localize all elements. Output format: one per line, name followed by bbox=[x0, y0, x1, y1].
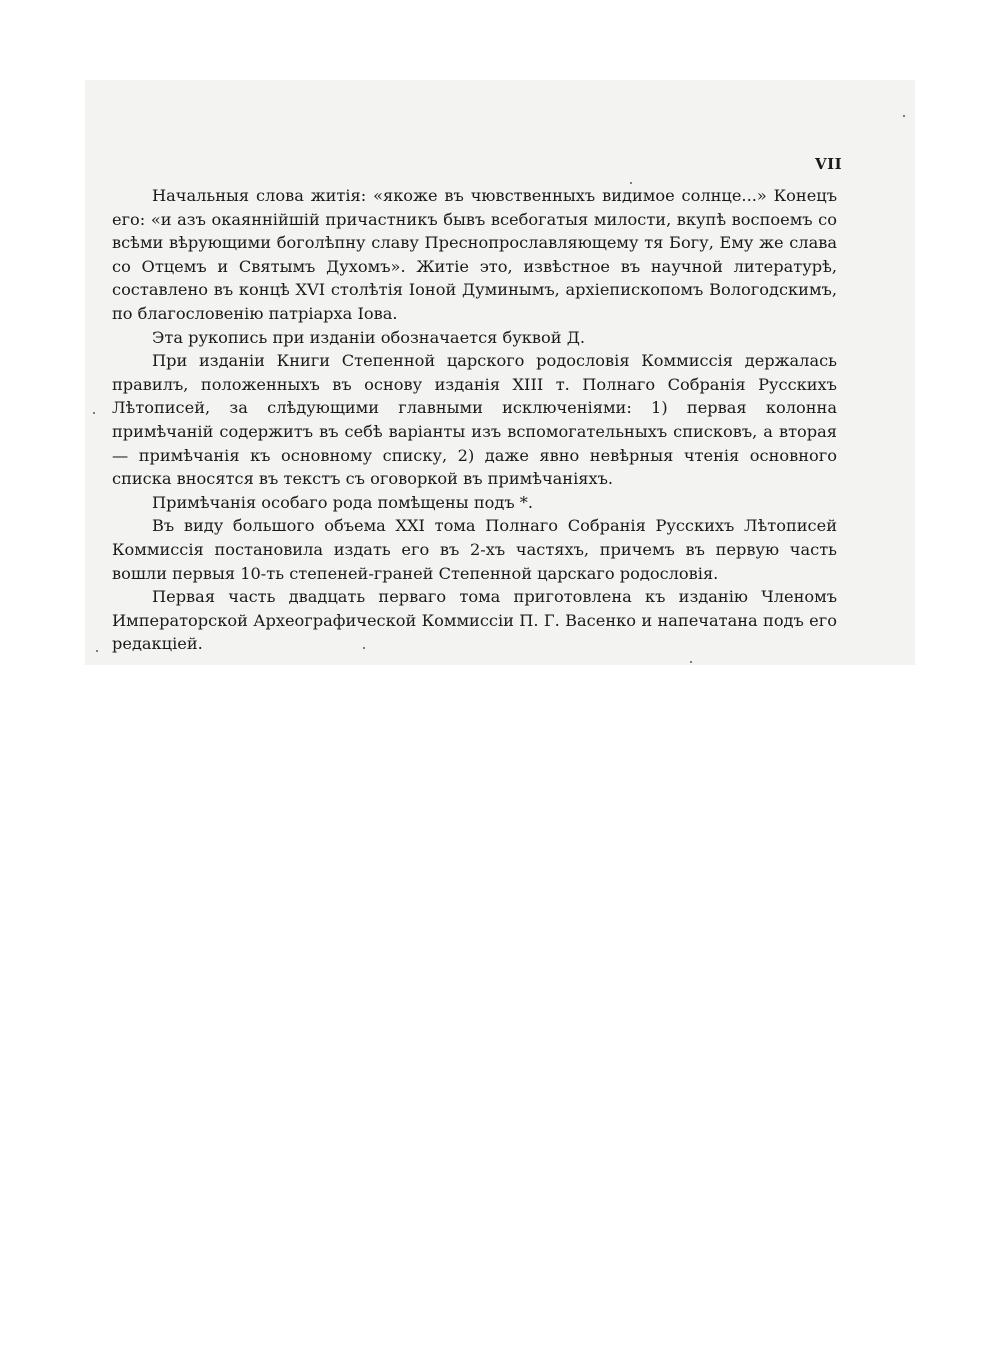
scan-speck bbox=[690, 661, 692, 663]
scan-speck bbox=[93, 412, 95, 414]
scan-speck bbox=[96, 650, 98, 652]
paragraph-volume-parts: Въ виду большого объема XXI тома Полнаго Собранія Русскихъ Лѣтописей Коммиссія постановила издать его въ 2-хъ частяхъ, причемъ въ первую часть вошли первыя 10-ть степеней-граней Степенной царскаго родословія. bbox=[112, 516, 837, 583]
scan-speck bbox=[363, 647, 365, 649]
scan-speck bbox=[903, 115, 905, 117]
paragraph-editor: Первая часть двадцать перваго тома приготовлена къ изданію Членомъ Императорской Археографической Коммиссіи П. Г. Васенко и напечатана подъ его редакціей. bbox=[112, 587, 837, 654]
paragraph-special-notes: Примѣчанія особаго рода помѣщены подъ *. bbox=[152, 492, 534, 512]
scan-speck bbox=[630, 182, 632, 184]
paragraph-publication-rules: При изданіи Книги Степенной царского родословія Коммиссія держалась правилъ, положенныхъ въ основу изданія XIII т. Полнаго Собранія Русскихъ Лѣтописей, за слѣдующими главными исключеніями: 1) первая колонна примѣчаній содержитъ въ себѣ варіанты изъ вспомогательныхъ списковъ, а вторая— примѣчанія къ основному списку, 2) даже явно невѣрныя чтенія основного списка вносятся въ текстъ съ оговоркой въ примѣчаніяхъ. bbox=[112, 351, 837, 489]
body-text bbox=[112, 184, 837, 656]
paragraph-manuscript-letter: Эта рукопись при изданіи обозначается буквой Д. bbox=[152, 327, 586, 347]
paragraph-zhitie: Начальныя слова житія: «якоже въ чювственныхъ видимое солнце...» Конецъ его: «и азъ окаяннійшій причастникъ бывъ всебогатыя милости, вкупѣ воспоемъ со всѣми вѣрующими боголѣпну славу Преснопрославляющему тя Богу, Ему же слава со Отцемъ и Святымъ Духомъ». Житіе это, извѣстное въ научной литературѣ, составлено въ концѣ XVI столѣтія Іоной Думинымъ, архіепископомъ Вологодскимъ, по благословенію патріарха Іова. bbox=[112, 186, 837, 323]
page-number: VII bbox=[815, 155, 843, 173]
